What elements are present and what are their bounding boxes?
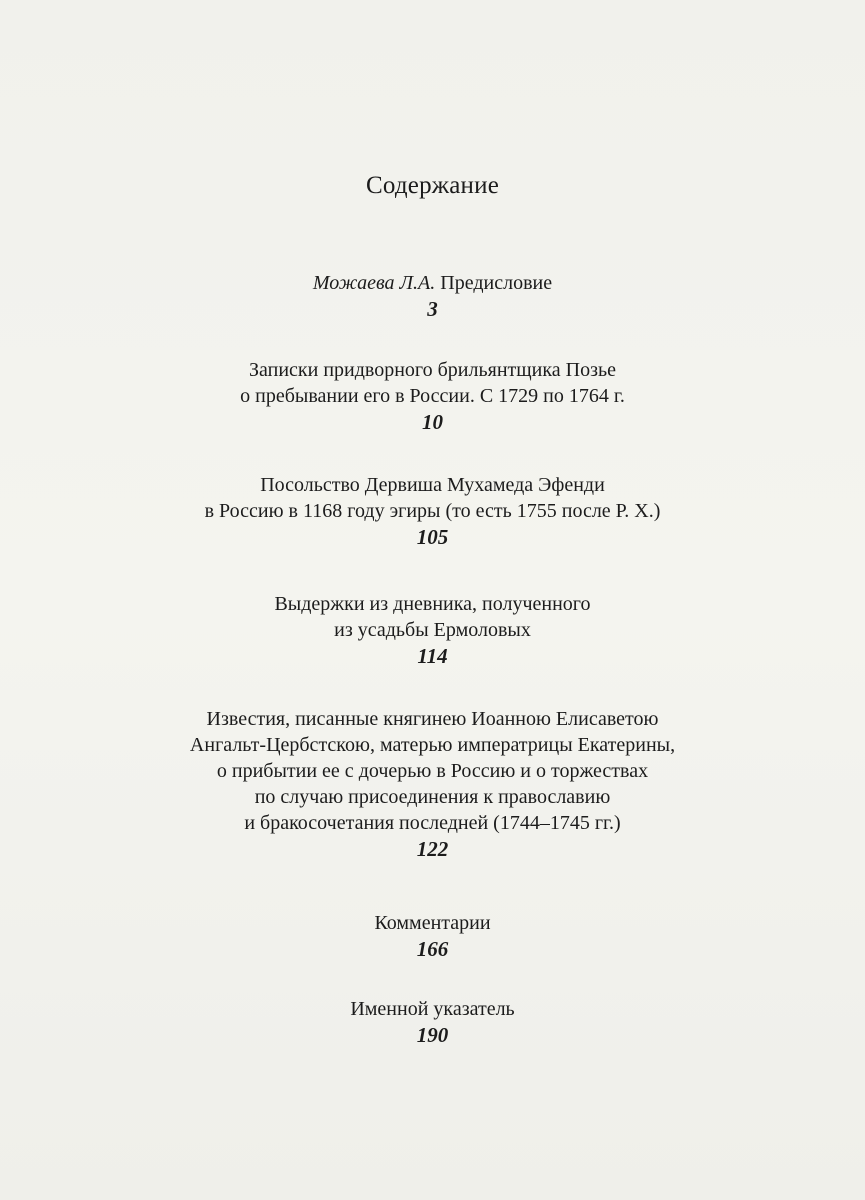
toc-entry-embassy — [0, 472, 865, 550]
toc-entry-title: Ангальт-Цербстскою, матерью императрицы Екатерины, — [189, 734, 676, 756]
toc-entry-princess-news — [0, 706, 865, 862]
toc-entry-page: 114 — [417, 644, 448, 668]
toc-entry-page: 190 — [416, 1023, 449, 1047]
toc-entry-title: Комментарии — [374, 912, 491, 934]
toc-entry-title: о пребывании его в России. С 1729 по 1764 г. — [240, 385, 625, 407]
toc-entry-line — [0, 270, 865, 296]
toc-entry-title: из усадьбы Ермоловых — [334, 619, 531, 641]
toc-entry-author: Можаева Л.А. — [312, 272, 436, 294]
page-title: Содержание — [366, 172, 499, 199]
toc-entry-title: в Россию в 1168 году эгиры (то есть 1755 после Р. Х.) — [204, 500, 661, 522]
toc-entry-title: Предисловие — [440, 272, 553, 294]
toc-entry-page: 3 — [427, 297, 438, 321]
toc-entry-title: о прибытии ее с дочерью в Россию и о торжествах — [216, 760, 649, 782]
toc-entry-page: 10 — [422, 410, 443, 434]
toc-entry-page: 122 — [416, 837, 449, 861]
toc-entry-name-index — [0, 996, 865, 1048]
toc-entry-title: Выдержки из дневника, полученного — [274, 593, 591, 615]
toc-entry-pozier — [0, 357, 865, 435]
toc-entry-page: 105 — [416, 525, 449, 549]
toc-entry-diary — [0, 591, 865, 669]
toc-entry-title: Записки придворного брильянтщика Позье — [249, 359, 616, 381]
toc-entry-title: и бракосочетания последней (1744–1745 гг.) — [244, 812, 621, 834]
toc-entry-title: Именной указатель — [350, 998, 515, 1020]
toc-entry-title: Известия, писанные княгинею Иоанною Елисаветою — [206, 708, 659, 730]
toc-entry-page: 166 — [416, 937, 449, 961]
toc-entry-comments — [0, 910, 865, 962]
toc-entry-title: Посольство Дервиша Мухамеда Эфенди — [260, 474, 605, 496]
toc-entry-title: по случаю присоединения к православию — [254, 786, 611, 808]
toc-entry-preface — [0, 270, 865, 322]
